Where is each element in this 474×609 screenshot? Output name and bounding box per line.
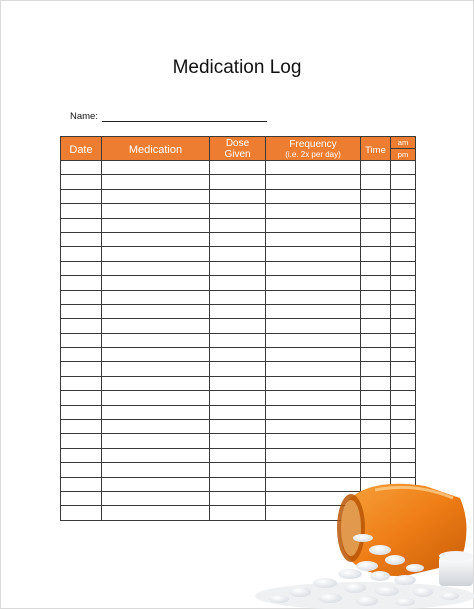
name-field-row [70,110,267,122]
date-cell[interactable] [61,348,102,362]
frequency-cell[interactable] [266,204,361,218]
table-row [61,204,416,218]
dose-cell[interactable] [210,232,266,246]
medication-cell[interactable] [102,276,210,290]
medication-cell[interactable] [102,290,210,304]
date-cell[interactable] [61,319,102,333]
frequency-cell[interactable] [266,348,361,362]
table-row [61,189,416,203]
frequency-cell[interactable] [266,247,361,261]
frequency-cell[interactable] [266,290,361,304]
time-cell[interactable] [361,175,391,189]
medication-cell[interactable] [102,204,210,218]
dose-header-line2: Given [224,148,251,160]
frequency-cell[interactable] [266,175,361,189]
medication-cell[interactable] [102,391,210,405]
ampm-cell[interactable] [391,261,416,275]
table-row [61,333,416,347]
date-cell[interactable] [61,204,102,218]
ampm-cell[interactable] [391,204,416,218]
time-cell[interactable] [361,189,391,203]
time-cell[interactable] [361,420,391,434]
ampm-cell[interactable] [391,391,416,405]
date-cell[interactable] [61,448,102,462]
dose-cell[interactable] [210,391,266,405]
medication-cell[interactable] [102,491,210,505]
page-title: Medication Log [172,57,302,78]
ampm-cell[interactable] [391,304,416,318]
date-cell[interactable] [61,362,102,376]
medication-cell[interactable] [102,348,210,362]
table-row [61,304,416,318]
frequency-cell[interactable] [266,434,361,448]
medication-cell[interactable] [102,463,210,477]
frequency-cell[interactable] [266,232,361,246]
medication-cell[interactable] [102,175,210,189]
frequency-column-header [266,137,361,161]
dose-cell[interactable] [210,304,266,318]
frequency-cell[interactable] [266,161,361,175]
time-cell[interactable] [361,261,391,275]
medication-cell[interactable] [102,232,210,246]
date-cell[interactable] [61,232,102,246]
table-row [61,448,416,462]
ampm-cell[interactable] [391,319,416,333]
frequency-cell[interactable] [266,405,361,419]
medication-cell[interactable] [102,161,210,175]
pill-bottle-illustration [255,468,474,609]
date-cell[interactable] [61,290,102,304]
ampm-cell[interactable] [391,333,416,347]
time-cell[interactable] [361,362,391,376]
dose-cell[interactable] [210,276,266,290]
frequency-cell[interactable] [266,420,361,434]
dose-cell[interactable] [210,261,266,275]
dose-cell[interactable] [210,420,266,434]
ampm-cell[interactable] [391,232,416,246]
table-row [61,348,416,362]
dose-header-line1: Dose [225,137,250,149]
time-cell[interactable] [361,204,391,218]
dose-cell[interactable] [210,448,266,462]
dose-given-column-header [210,137,266,161]
medication-cell[interactable] [102,506,210,520]
time-cell[interactable] [361,348,391,362]
dose-cell[interactable] [210,218,266,232]
medication-cell[interactable] [102,261,210,275]
time-cell[interactable] [361,218,391,232]
date-column-header [61,137,102,161]
frequency-cell[interactable] [266,189,361,203]
time-cell[interactable] [361,276,391,290]
date-cell[interactable] [61,189,102,203]
dose-cell[interactable] [210,333,266,347]
time-cell[interactable] [361,232,391,246]
dose-cell[interactable] [210,290,266,304]
table-row [61,232,416,246]
table-row [61,218,416,232]
time-cell[interactable] [361,161,391,175]
frequency-cell[interactable] [266,448,361,462]
table-row [61,290,416,304]
medication-cell[interactable] [102,420,210,434]
date-cell[interactable] [61,161,102,175]
ampm-cell[interactable] [391,362,416,376]
time-cell[interactable] [361,319,391,333]
date-cell[interactable] [61,247,102,261]
date-cell[interactable] [61,304,102,318]
table-row [61,319,416,333]
date-header-label: Date [69,143,93,156]
date-cell[interactable] [61,391,102,405]
frequency-cell[interactable] [266,319,361,333]
time-cell[interactable] [361,247,391,261]
ampm-cell[interactable] [391,420,416,434]
table-row [61,175,416,189]
medication-cell[interactable] [102,247,210,261]
ampm-cell[interactable] [391,276,416,290]
table-row [61,376,416,390]
date-cell[interactable] [61,376,102,390]
medication-cell[interactable] [102,448,210,462]
table-row [61,434,416,448]
frequency-cell[interactable] [266,261,361,275]
ampm-cell[interactable] [391,448,416,462]
frequency-cell[interactable] [266,276,361,290]
date-cell[interactable] [61,333,102,347]
time-cell[interactable] [361,304,391,318]
time-cell[interactable] [361,434,391,448]
ampm-cell[interactable] [391,189,416,203]
dose-cell[interactable] [210,405,266,419]
dose-cell[interactable] [210,362,266,376]
ampm-cell[interactable] [391,247,416,261]
date-cell[interactable] [61,175,102,189]
log-rows [61,161,416,521]
am-column-header: am [391,137,416,149]
table-row [61,420,416,434]
dose-cell[interactable] [210,247,266,261]
frequency-cell[interactable] [266,333,361,347]
time-cell[interactable] [361,448,391,462]
ampm-cell[interactable] [391,290,416,304]
medication-cell[interactable] [102,189,210,203]
date-cell[interactable] [61,463,102,477]
frequency-header-hint: (i.e. 2x per day) [285,149,341,159]
dose-cell[interactable] [210,319,266,333]
pm-column-header: pm [391,149,416,161]
date-cell[interactable] [61,261,102,275]
date-cell[interactable] [61,434,102,448]
time-cell[interactable] [361,391,391,405]
time-cell[interactable] [361,405,391,419]
name-input-line[interactable] [102,110,267,122]
time-column-header [361,137,391,161]
medication-cell[interactable] [102,477,210,491]
date-cell[interactable] [61,506,102,520]
frequency-cell[interactable] [266,218,361,232]
medication-cell[interactable] [102,304,210,318]
table-row [61,247,416,261]
time-cell[interactable] [361,290,391,304]
dose-cell[interactable] [210,161,266,175]
medication-log-table [60,136,416,521]
date-cell[interactable] [61,420,102,434]
dose-cell[interactable] [210,348,266,362]
frequency-cell[interactable] [266,304,361,318]
medication-cell[interactable] [102,434,210,448]
frequency-cell[interactable] [266,391,361,405]
frequency-cell[interactable] [266,376,361,390]
table-row [61,391,416,405]
medication-cell[interactable] [102,319,210,333]
ampm-cell[interactable] [391,405,416,419]
table-row [61,161,416,175]
ampm-cell[interactable] [391,376,416,390]
medication-cell[interactable] [102,376,210,390]
date-cell[interactable] [61,491,102,505]
medication-header-label: Medication [128,143,183,156]
frequency-header-label: Frequency [289,138,337,150]
date-cell[interactable] [61,276,102,290]
time-cell[interactable] [361,333,391,347]
medication-cell[interactable] [102,333,210,347]
bottle-cap-icon [439,551,473,586]
date-cell[interactable] [61,477,102,491]
medication-cell[interactable] [102,218,210,232]
date-cell[interactable] [61,218,102,232]
table-row [61,405,416,419]
dose-cell[interactable] [210,175,266,189]
dose-cell[interactable] [210,376,266,390]
time-header-label: Time [365,144,386,156]
ampm-cell[interactable] [391,218,416,232]
ampm-cell[interactable] [391,434,416,448]
frequency-cell[interactable] [266,362,361,376]
table-row [61,362,416,376]
ampm-cell[interactable] [391,348,416,362]
ampm-cell[interactable] [391,161,416,175]
date-cell[interactable] [61,405,102,419]
table-row [61,276,416,290]
medication-column-header [102,137,210,161]
table-row [61,261,416,275]
medication-cell[interactable] [102,405,210,419]
dose-cell[interactable] [210,204,266,218]
time-cell[interactable] [361,376,391,390]
medication-cell[interactable] [102,362,210,376]
ampm-cell[interactable] [391,175,416,189]
dose-cell[interactable] [210,434,266,448]
dose-cell[interactable] [210,189,266,203]
name-label: Name: [70,111,98,122]
